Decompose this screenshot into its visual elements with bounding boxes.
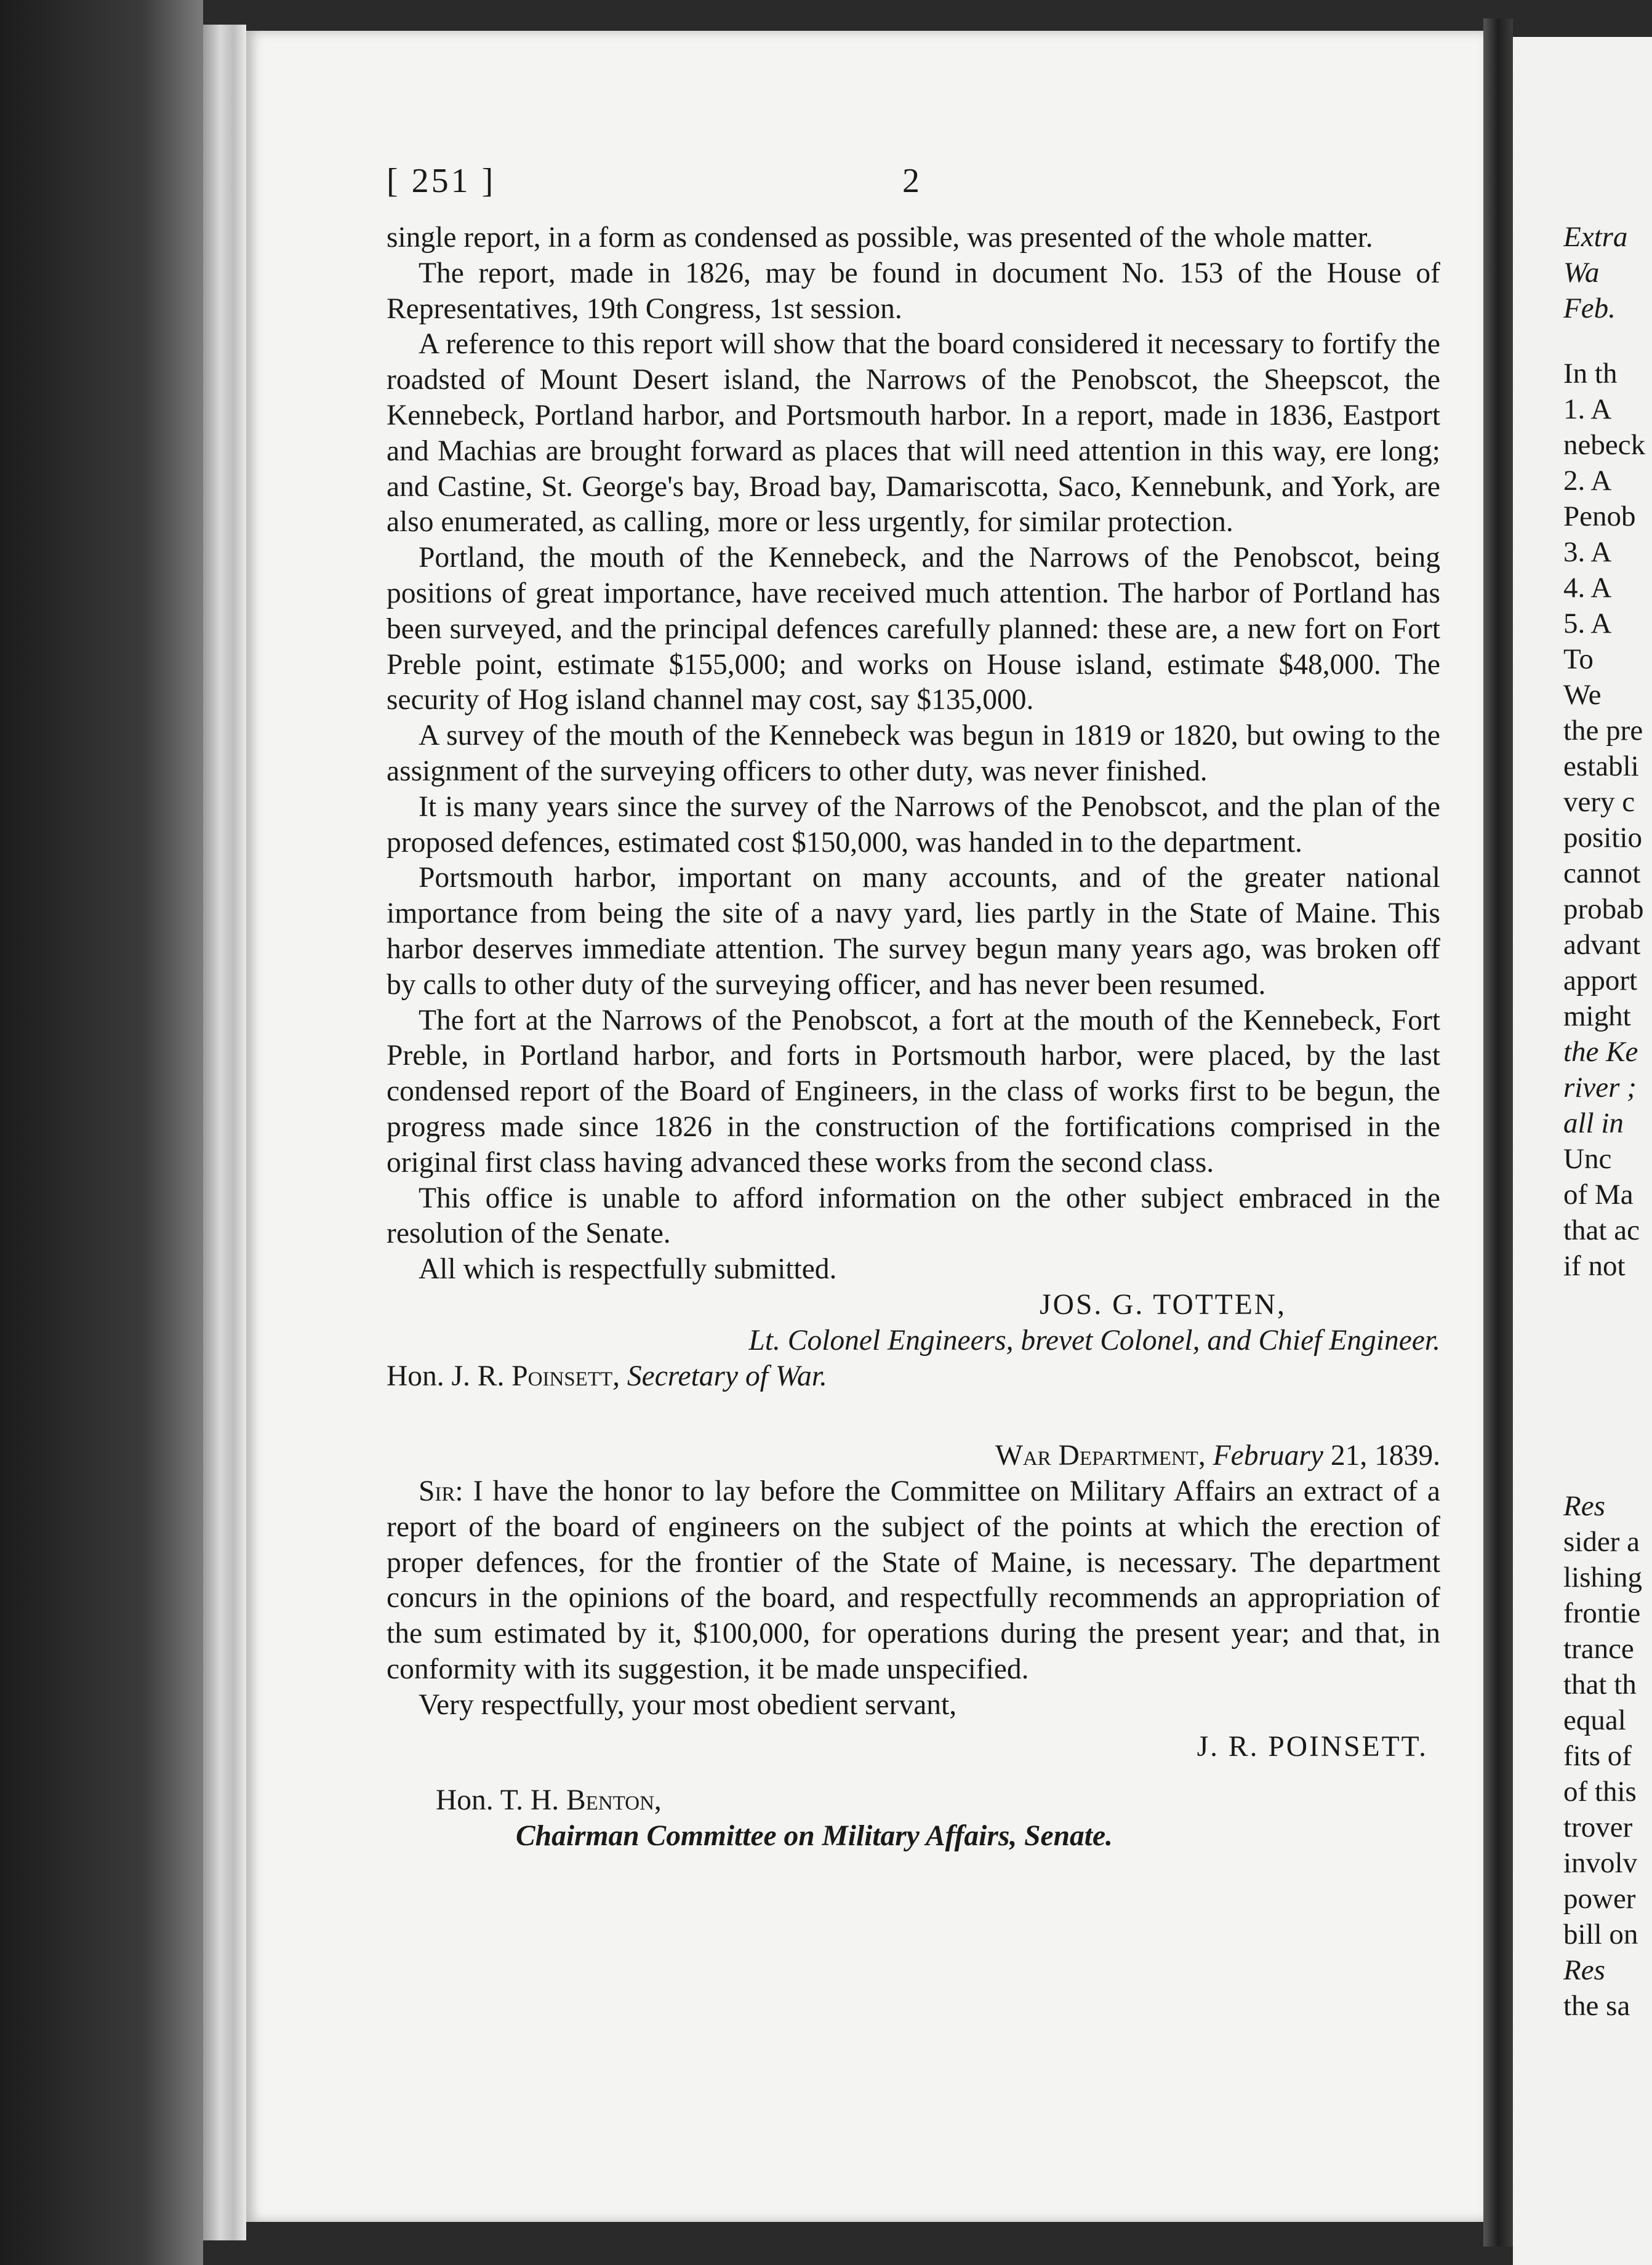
adjacent-page-line: sider a bbox=[1563, 1526, 1640, 1558]
addressee-name: Poinsett bbox=[511, 1360, 613, 1392]
letter-date-rest: 21, 1839. bbox=[1330, 1440, 1440, 1472]
letter-salutation: Sir: bbox=[419, 1475, 463, 1508]
paragraph: A survey of the mouth of the Kennebeck was begun in 1819 or 1820, but owing to the assignment of the surveying officers to other duty, was never finished. bbox=[387, 720, 1440, 787]
adjacent-page-line: In th bbox=[1563, 358, 1618, 390]
letter-closing: Very respectfully, your most obedient servant, bbox=[419, 1688, 957, 1721]
scan-background-left bbox=[0, 0, 203, 2265]
adjacent-page-line: the pre bbox=[1563, 715, 1643, 747]
adjacent-page-line: involv bbox=[1563, 1847, 1638, 1879]
adjacent-page-line: river ; bbox=[1563, 1072, 1637, 1104]
adjacent-page-line: 3. A bbox=[1563, 536, 1612, 568]
letter-body: I have the honor to lay before the Committee on Military Affairs an extract of a report of the board of engineers on the subject of the points at which the erection of proper defences, for the frontier of the State of Maine, is necessary. The department concurs in the opinions of the board, and respectfully recommends an appropriation of the sum estimated by it, $100,000, for operations during the present year; and that, in conformity with its suggestion, it be made unspecified. bbox=[387, 1475, 1440, 1686]
adjacent-page-line: very c bbox=[1563, 786, 1635, 818]
recipient-prefix: Hon. T. H. bbox=[436, 1784, 566, 1817]
book-gutter bbox=[1483, 18, 1513, 2247]
page-center-number: 2 bbox=[902, 162, 920, 200]
adjacent-page-line: fits of bbox=[1563, 1740, 1632, 1772]
signature-totten-title: Lt. Colonel Engineers, brevet Colonel, and Chief Engineer. bbox=[748, 1324, 1440, 1357]
paragraph: All which is respectfully submitted. bbox=[419, 1253, 837, 1286]
adjacent-page-line: Penob bbox=[1563, 500, 1636, 532]
adjacent-page-line: Res bbox=[1563, 1490, 1605, 1522]
paragraph: The report, made in 1826, may be found in document No. 153 of the House of Representatives, 19th Congress, 1st session. bbox=[387, 257, 1440, 325]
adjacent-page-line: of this bbox=[1563, 1776, 1637, 1808]
adjacent-page-line: Wa bbox=[1563, 257, 1600, 289]
letter-dateline bbox=[387, 1438, 1440, 1474]
adjacent-page-line: that th bbox=[1563, 1669, 1637, 1701]
adjacent-page-line: apport bbox=[1563, 964, 1638, 996]
document-body bbox=[387, 220, 1440, 1854]
adjacent-page-line: that ac bbox=[1563, 1214, 1640, 1246]
recipient-title: Chairman Committee on Military Affairs, Senate. bbox=[516, 1820, 1113, 1853]
adjacent-page-line: of Ma bbox=[1563, 1179, 1634, 1211]
recipient-name: Benton, bbox=[566, 1784, 662, 1817]
paragraph: This office is unable to afford information on the other subject embraced in the resolution of the Senate. bbox=[387, 1182, 1440, 1250]
adjacent-page-line: Res bbox=[1563, 1954, 1605, 1986]
adjacent-page-line: To bbox=[1563, 643, 1594, 675]
adjacent-page-line: 5. A bbox=[1563, 607, 1612, 639]
adjacent-page-line: advant bbox=[1563, 929, 1641, 961]
adjacent-page-line: Feb. bbox=[1563, 292, 1616, 324]
adjacent-page-line: Unc bbox=[1563, 1143, 1612, 1175]
adjacent-page-line: probab bbox=[1563, 893, 1644, 925]
page-number: [ 251 ] bbox=[387, 162, 496, 200]
signature-poinsett: J. R. POINSETT. bbox=[1197, 1730, 1428, 1763]
adjacent-page-line: trance bbox=[1563, 1633, 1634, 1665]
addressee-line bbox=[387, 1359, 1440, 1395]
paragraph: It is many years since the survey of the Narrows of the Penobscot, and the plan of the proposed defences, estimated cost $150,000, was handed in to the department. bbox=[387, 790, 1440, 859]
adjacent-page-line: the Ke bbox=[1563, 1036, 1638, 1068]
adjacent-page-line: the sa bbox=[1563, 1990, 1630, 2022]
adjacent-page-line: nebeck bbox=[1563, 429, 1646, 461]
letter-body-paragraph bbox=[387, 1474, 1440, 1688]
adjacent-page-line: positio bbox=[1563, 822, 1642, 854]
paragraph: A reference to this report will show that the board considered it necessary to fortify the roadsted of Mount Desert island, the Narrows of the Penobscot, the Sheepscot, the Kennebeck, Portland harbor, and Portsmouth harbor. In a report, made in 1836, Eastport and Machias are brought forward as places that will need attention in this way, ere long; and Castine, St. George's bay, Broad bay, Damariscotta, Saco, Kennebunk, and York, are also enumerated, as calling, more or less urgently, for similar protection. bbox=[387, 328, 1440, 539]
paragraph: single report, in a form as condensed as possible, was presented of the whole matter. bbox=[387, 222, 1373, 254]
adjacent-page-line: Extra bbox=[1563, 221, 1628, 253]
letter-date-month: February bbox=[1213, 1440, 1323, 1472]
adjacent-page-line: bill on bbox=[1563, 1918, 1638, 1950]
adjacent-page-line: cannot bbox=[1563, 857, 1641, 889]
adjacent-page-line: power bbox=[1563, 1883, 1636, 1915]
paragraph: Portsmouth harbor, important on many accounts, and of the greater national importance from being the site of a navy yard, lies partly in the State of Maine. This harbor deserves immediate attention. The survey begun many years ago, was broken off by calls to other duty of the surveying officer, and has never been resumed. bbox=[387, 862, 1440, 1001]
adjacent-page-line: frontie bbox=[1563, 1597, 1641, 1629]
adjacent-page-line: all in bbox=[1563, 1107, 1624, 1139]
adjacent-page-line: 2. A bbox=[1563, 465, 1612, 497]
adjacent-page-line: 1. A bbox=[1563, 393, 1612, 425]
addressee-title: , Secretary of War. bbox=[612, 1360, 827, 1392]
letter-department: War Department, bbox=[995, 1440, 1206, 1472]
book-page-edges bbox=[203, 25, 246, 2240]
adjacent-page-line: 4. A bbox=[1563, 572, 1612, 604]
addressee-prefix: Hon. J. R. bbox=[387, 1360, 512, 1392]
adjacent-page-line: equal bbox=[1563, 1704, 1626, 1736]
recipient-line bbox=[436, 1783, 1440, 1819]
adjacent-page-line: might bbox=[1563, 1000, 1631, 1032]
adjacent-page-line: trover bbox=[1563, 1811, 1633, 1843]
paragraph: The fort at the Narrows of the Penobscot, a fort at the mouth of the Kennebeck, Fort Preble, in Portland harbor, and forts in Portsmouth harbor, were placed, by the last condensed report of the Board of Engineers, in the class of works first to be begun, the progress made since 1826 in the construction of the fortifications comprised in the original first class having advanced these works from the second class. bbox=[387, 1004, 1440, 1179]
adjacent-page-line: lishing bbox=[1563, 1561, 1642, 1594]
adjacent-page-line: establi bbox=[1563, 750, 1639, 782]
signature-totten: JOS. G. TOTTEN, bbox=[1040, 1288, 1286, 1321]
adjacent-page-line: We bbox=[1563, 679, 1602, 711]
adjacent-page-line: if not bbox=[1563, 1250, 1626, 1282]
paragraph: Portland, the mouth of the Kennebeck, and the Narrows of the Penobscot, being positions of great importance, have received much attention. The harbor of Portland has been surveyed, and the principal defences carefully planned: these are, a new fort on Fort Preble point, estimate $155,000; and works on House island, estimate $48,000. The security of Hog island channel may cost, say $135,000. bbox=[387, 542, 1440, 716]
